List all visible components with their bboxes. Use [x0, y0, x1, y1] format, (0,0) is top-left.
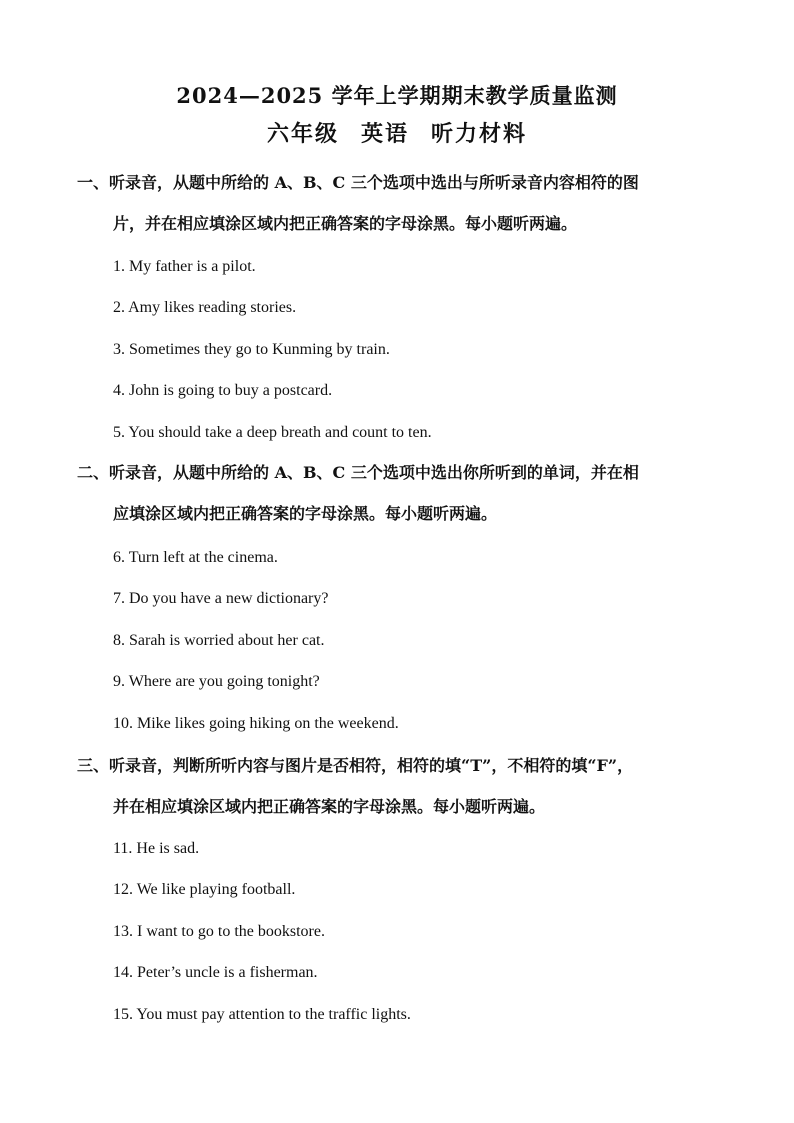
document-subtitle: [0, 120, 794, 148]
list-item: 7. Do you have a new dictionary?: [113, 590, 329, 607]
section-2-instruction-line-2: 应填涂区域内把正确答案的字母涂黑。每小题听两遍。: [113, 504, 498, 523]
list-item: 5. You should take a deep breath and count to ten.: [113, 424, 432, 441]
list-item: 2. Amy likes reading stories.: [113, 299, 297, 316]
section-1-instruction-line-2: 片，并在相应填涂区域内把正确答案的字母涂黑。每小题听两遍。: [113, 214, 578, 233]
document-title: 2024—2025 学年上学期期末教学质量监测: [176, 83, 618, 108]
section-2-instruction: [77, 460, 727, 527]
subject-label: 英语: [360, 121, 409, 147]
list-item: 9. Where are you going tonight?: [113, 673, 320, 690]
material-type-label: 听力材料: [431, 121, 528, 147]
section-3-instruction-line-2: 并在相应填涂区域内把正确答案的字母涂黑。每小题听两遍。: [113, 797, 546, 816]
section-1-instruction-line-1: 一、听录音，从题中所给的 A、B、C 三个选项中选出与所听录音内容相符的图: [77, 173, 639, 192]
list-item: 4. John is going to buy a postcard.: [113, 382, 333, 399]
list-item: 14. Peter’s uncle is a fisherman.: [113, 964, 318, 981]
list-item: 3. Sometimes they go to Kunming by train.: [113, 341, 390, 358]
list-item: 8. Sarah is worried about her cat.: [113, 632, 325, 649]
section-3-instruction-line-1: 三、听录音，判断所听内容与图片是否相符，相符的填“T”，不相符的填“F”，: [77, 756, 634, 775]
grade-label: 六年级: [266, 121, 339, 147]
list-item: 6. Turn left at the cinema.: [113, 549, 278, 566]
section-1-instruction: [77, 170, 727, 237]
list-item: 12. We like playing football.: [113, 881, 296, 898]
list-item: 13. I want to go to the bookstore.: [113, 923, 325, 940]
list-item: 1. My father is a pilot.: [113, 258, 256, 275]
section-3-instruction: [77, 753, 727, 820]
section-2-instruction-line-1: 二、听录音，从题中所给的 A、B、C 三个选项中选出你所听到的单词，并在相: [77, 463, 639, 482]
list-item: 11. He is sad.: [113, 840, 200, 857]
list-item: 15. You must pay attention to the traffic lights.: [113, 1006, 411, 1023]
list-item: 10. Mike likes going hiking on the weekend.: [113, 715, 399, 732]
